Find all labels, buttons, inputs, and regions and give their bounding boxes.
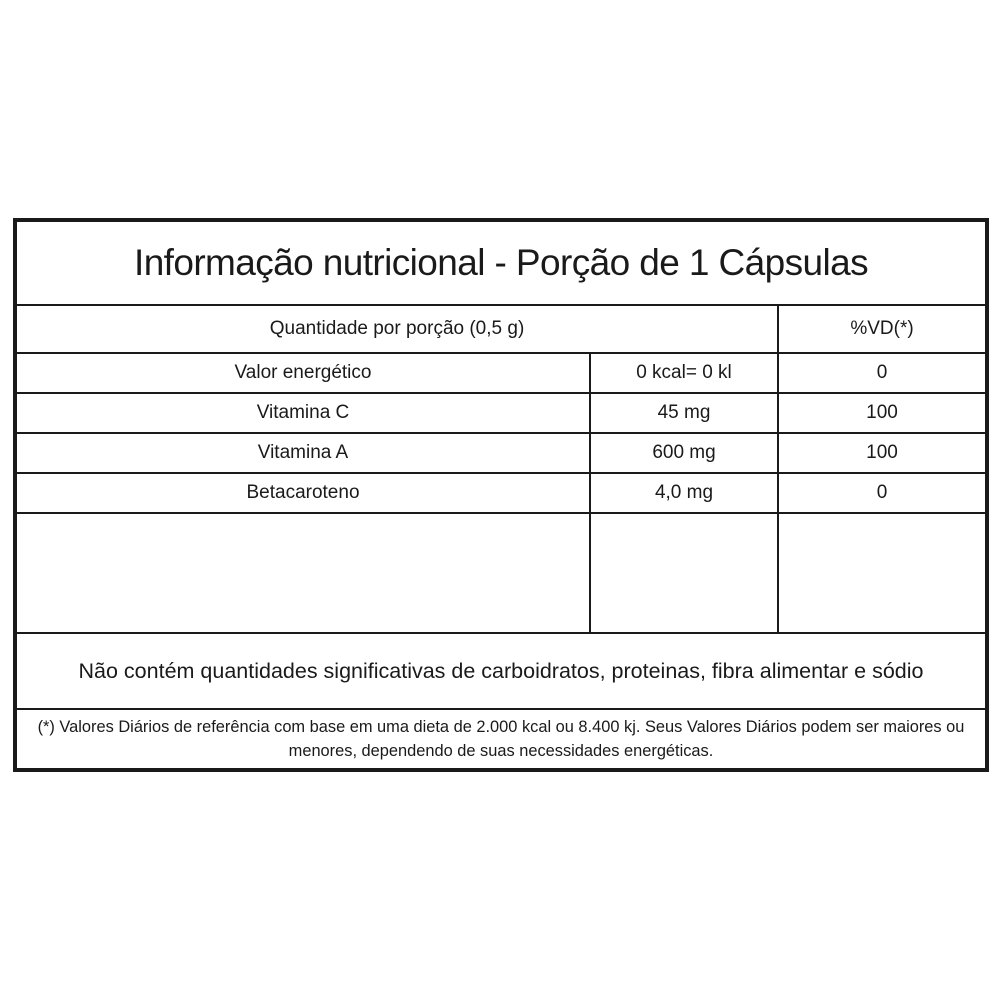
empty-cell bbox=[17, 514, 589, 632]
nutrient-daily-value: 100 bbox=[777, 434, 985, 472]
header-row bbox=[17, 306, 985, 354]
table-row bbox=[17, 474, 985, 514]
nutrient-name: Vitamina A bbox=[257, 442, 349, 463]
table-row bbox=[17, 394, 985, 434]
empty-row bbox=[17, 514, 985, 634]
note-row bbox=[17, 634, 985, 710]
nutrient-name: Betacaroteno bbox=[246, 482, 360, 503]
daily-values-footnote: (*) Valores Diários de referência com base em uma dieta de 2.000 kcal ou 8.400 kj. Seus Valores Diários podem ser maiores ou menores, dependendo de suas necessidades energéticas. bbox=[37, 718, 965, 760]
nutrient-amount: 45 mg bbox=[589, 394, 777, 432]
nutrient-amount: 600 mg bbox=[589, 434, 777, 472]
nutrient-daily-value: 0 bbox=[777, 474, 985, 512]
daily-value-header: %VD(*) bbox=[777, 306, 985, 352]
empty-cell bbox=[777, 514, 985, 632]
non-significant-note: Não contém quantidades significativas de carboidratos, proteinas, fibra alimentar e sódio bbox=[78, 658, 924, 683]
title-row bbox=[17, 222, 985, 306]
nutrient-amount: 4,0 mg bbox=[589, 474, 777, 512]
nutrient-daily-value: 100 bbox=[777, 394, 985, 432]
empty-cell bbox=[589, 514, 777, 632]
nutrient-name: Valor energético bbox=[234, 362, 372, 383]
nutrient-daily-value: 0 bbox=[777, 354, 985, 392]
table-title: Informação nutricional - Porção de 1 Cápsulas bbox=[134, 242, 868, 283]
nutrient-amount: 0 kcal= 0 kl bbox=[589, 354, 777, 392]
serving-size-label: Quantidade por porção (0,5 g) bbox=[269, 318, 525, 339]
nutrient-name: Vitamina C bbox=[256, 402, 350, 423]
footnote-row bbox=[17, 710, 985, 768]
nutrition-facts-table bbox=[13, 218, 989, 772]
table-row bbox=[17, 354, 985, 394]
table-row bbox=[17, 434, 985, 474]
